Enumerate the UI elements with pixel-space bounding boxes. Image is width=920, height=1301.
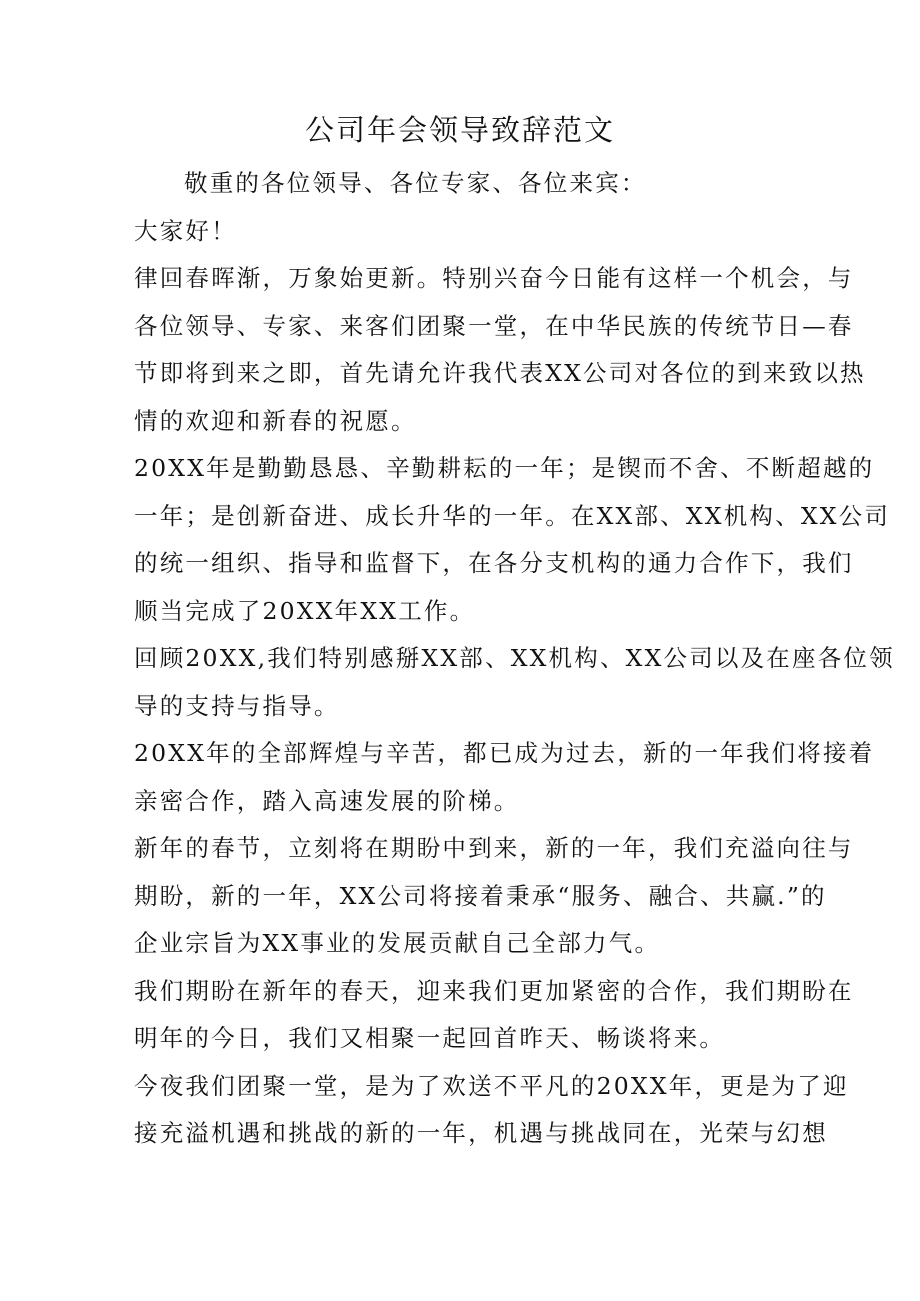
text-line: 导的支持与指导。 — [134, 691, 340, 720]
text-line: 律回春晖渐，万象始更新。特别兴奋今日能有这样一个机会，与 — [134, 264, 854, 292]
text-line: 今夜我们团聚一堂，是为了欢送不平凡的20XX年，更是为了迎 — [134, 1071, 849, 1100]
text-line: 回顾20XX,我们特别感掰XX部、XX机构、XX公司以及在座各位领 — [134, 644, 895, 672]
paragraph-new-year — [134, 825, 854, 968]
text-line: 情的欢迎和新春的祝愿。 — [134, 406, 417, 435]
text-line: 亲密合作，踏入高速发展的阶梯。 — [134, 786, 520, 815]
document-body — [134, 160, 895, 1158]
text-line: 大家好！ — [134, 216, 237, 245]
text-line: 期盼，新的一年，XX公司将接着秉承“服务、融合、共赢.”的 — [134, 881, 827, 910]
text-line: 企业宗旨为XX事业的发展贡献自己全部力气。 — [134, 929, 661, 957]
paragraph-thanks — [134, 635, 895, 730]
greeting-line: 敬重的各位领导、各位专家、各位来宾： — [184, 169, 647, 197]
text-line: 一年；是创新奋进、成长升华的一年。在XX部、XX机构、XX公司 — [134, 501, 891, 530]
text-line: 节即将到来之即，首先请允许我代表XX公司对各位的到来致以热 — [134, 359, 866, 387]
text-line: 20XX年是勤勤恳恳、辛勤耕耘的一年；是锲而不舍、不断超越的 — [134, 454, 875, 482]
text-line: 我们期盼在新年的春天，迎来我们更加紧密的合作，我们期盼在 — [134, 976, 854, 1005]
text-line: 顺当完成了20XX年XX工作。 — [134, 596, 476, 625]
paragraph-past — [134, 730, 875, 825]
text-line: 接充溢机遇和挑战的新的一年，机遇与挑战同在，光荣与幻想 — [134, 1119, 828, 1147]
document-title: 公司年会领导致辞范文 — [304, 113, 615, 147]
paragraph-year-review — [134, 445, 891, 635]
paragraph-welcome — [134, 255, 866, 445]
text-line: 各位领导、专家、来客们团聚一堂，在中华民族的传统节日—春 — [134, 311, 854, 340]
text-line: 的统一组织、指导和监督下，在各分支机构的通力合作下，我们 — [134, 549, 854, 577]
text-line: 20XX年的全部辉煌与辛苦，都已成为过去，新的一年我们将接着 — [134, 739, 875, 767]
paragraph-opening — [134, 208, 794, 256]
text-line: 明年的今日，我们又相聚一起回首昨天、畅谈将来。 — [134, 1024, 726, 1052]
paragraph-tonight — [134, 1063, 849, 1158]
text-line: 新年的春节，立刻将在期盼中到来，新的一年，我们充溢向往与 — [134, 834, 854, 862]
paragraph-hope — [134, 968, 854, 1063]
